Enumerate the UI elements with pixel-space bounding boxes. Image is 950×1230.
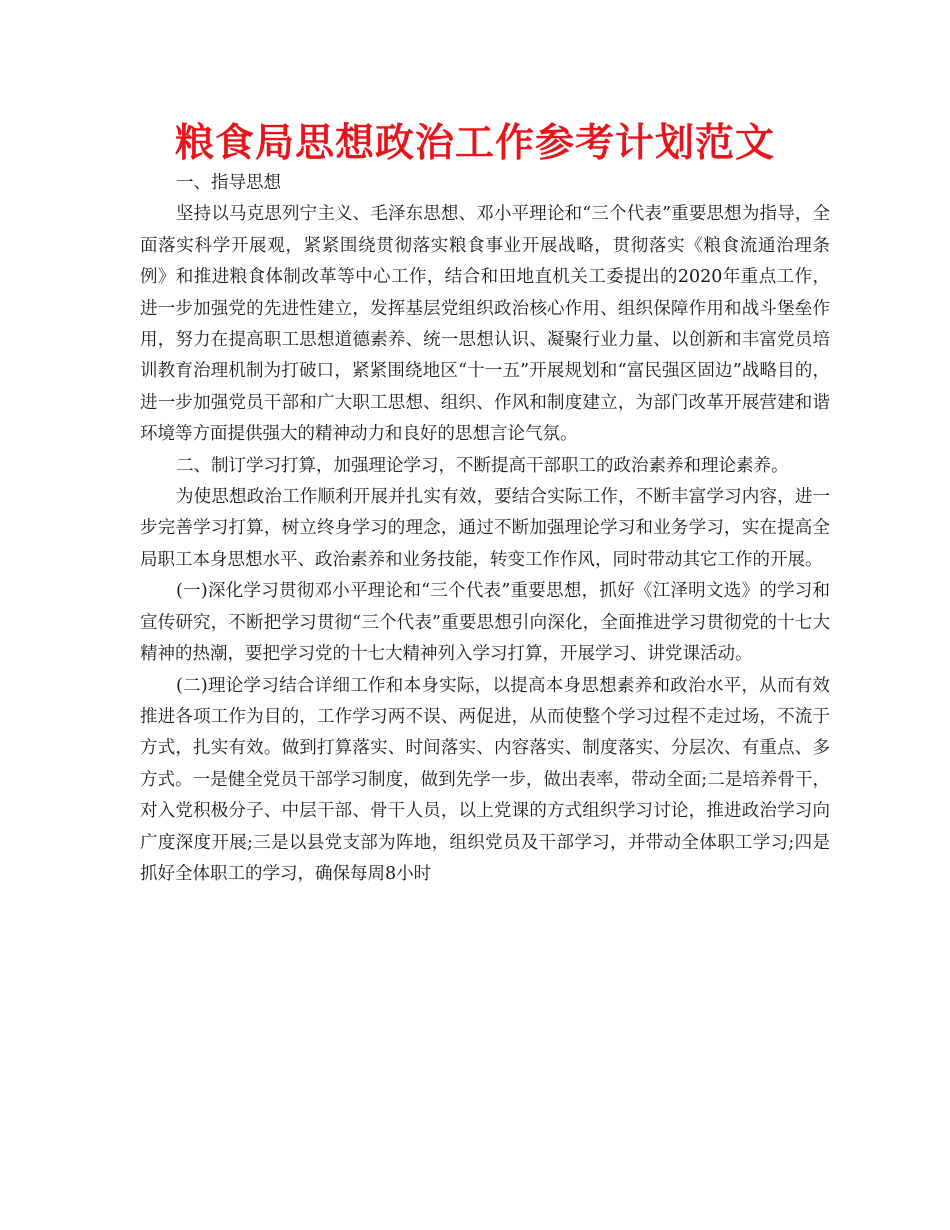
paragraph-item-one: (一)深化学习贯彻邓小平理论和“三个代表”重要思想，抓好《江泽明文选》的学习和宣传研究，不断把学习贯彻“三个代表”重要思想引向深化，全面推进学习贯彻党的十七大精神的热潮，要把学习党的十七大精神列入学习打算，开展学习、讲党课活动。 <box>140 581 830 665</box>
paragraph-study-plan: 为使思想政治工作顺利开展并扎实有效，要结合实际工作，不断丰富学习内容，进一步完善学习打算，树立终身学习的理念，通过不断加强理论学习和业务学习，实在提高全局职工本身思想水平、政治素养和业务技能，转变工作作风，同时带动其它工作的开展。 <box>140 487 830 570</box>
paragraph-guiding-thought: 坚持以马克思列宁主义、毛泽东思想、邓小平理论和“三个代表”重要思想为指导，全面落实科学开展观，紧紧围绕贯彻落实粮食事业开展战略，贯彻落实《粮食流通治理条例》和推进粮食体制改革等中心工作，结合和田地直机关工委提出的2020年重点工作，进一步加强党的先进性建立，发挥基层党组织政治核心作用、组织保障作用和战斗堡垒作用，努力在提高职工思想道德素养、统一思想认识、凝聚行业力量、以创新和丰富党员培训教育治理机制为打破口，紧紧围绕地区“十一五”开展规划和“富民强区固边”战略目的，进一步加强党员干部和广大职工思想、组织、作风和制度建立，为部门改革开展营建和谐环境等方面提供强大的精神动力和良好的思想言论气氛。 <box>140 204 830 445</box>
document-body <box>140 168 830 890</box>
section-heading-guiding-thought: 一、指导思想 <box>176 173 281 193</box>
document-title: 粮食局思想政治工作参考计划范文 <box>174 121 775 166</box>
paragraph-item-two: (二)理论学习结合详细工作和本身实际，以提高本身思想素养和政治水平，从而有效推进各项工作为目的，工作学习两不误、两促进，从而使整个学习过程不走过场，不流于方式，扎实有效。做到打算落实、时间落实、内容落实、制度落实、分层次、有重点、多方式。一是健全党员干部学习制度，做到先学一步，做出表率，带动全面;二是培养骨干，对入党积极分子、中层干部、骨干人员，以上党课的方式组织学习讨论，推进政治学习向广度深度开展;三是以县党支部为阵地，组织党员及干部学习，并带动全体职工学习;四是抓好全体职工的学习，确保每周8小时 <box>140 675 830 884</box>
section-heading-study-plan: 二、制订学习打算，加强理论学习，不断提高干部职工的政治素养和理论素养。 <box>176 455 789 476</box>
